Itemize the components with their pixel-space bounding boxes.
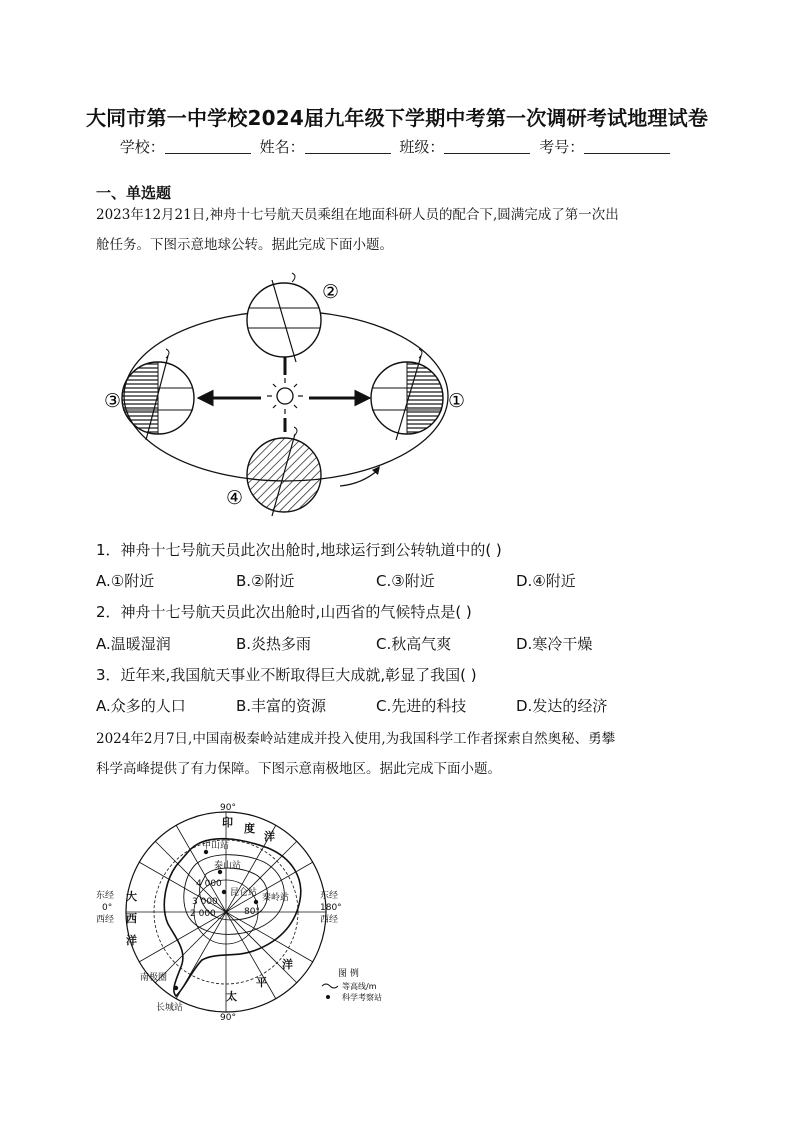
student-info-line [0,136,794,157]
legend-title: 图 例 [338,969,359,979]
label-changcheng-station: 长城站 [156,1003,184,1013]
earth-position-3 [122,349,194,440]
label-qinling-station: 秦岭站 [262,893,290,903]
earth-position-4 [247,427,321,516]
earth-orbit-figure [96,270,476,520]
label-atlantic-2: 西 [126,912,137,925]
label-position-3: ③ [104,390,122,412]
q2-option-b[interactable]: B.炎热多雨 [236,635,312,653]
name-blank[interactable] [305,139,391,154]
sun-icon [267,378,303,414]
label-position-4: ④ [226,487,244,509]
q2-option-c[interactable]: C.秋高气爽 [376,635,452,653]
school-blank[interactable] [165,139,251,154]
q3-option-a[interactable]: A.众多的人口 [96,697,186,715]
page-title: 大同市第一中学校2024届九年级下学期中考第一次调研考试地理试卷 [85,106,709,130]
label-lat-80: 80° [244,907,260,917]
question-3: 3．近年来,我国航天事业不断取得巨大成就,彰显了我国( ) [96,666,477,684]
label-east-lon-left: 东经 [96,891,115,901]
passage-1-line-2: 舱任务。下图示意地球公转。据此完成下面小题。 [96,237,393,253]
label-pacific-3: 洋 [282,958,293,971]
antarctica-map [96,800,396,1022]
label-position-1: ① [448,390,466,412]
class-blank[interactable] [444,139,530,154]
q1-option-d[interactable]: D.④附近 [516,572,576,590]
school-label: 学校： [119,138,165,156]
question-3-options [96,695,716,716]
question-2-options [96,633,716,654]
label-180-deg: 180° [320,903,342,913]
passage-2-line-1: 2024年2月7日,中国南极秦岭站建成并投入使用,为我国科学工作者探索自然奥秘、勇攀 [96,731,616,747]
label-position-2: ② [322,281,340,303]
label-kunlun-station: 昆仑站 [230,888,258,898]
class-label: 班级： [399,138,445,156]
label-contour-4000: 4 000 [196,879,222,889]
label-0-deg: 0° [102,903,113,913]
label-atlantic-3: 洋 [126,934,137,947]
earth-position-1 [371,349,443,440]
passage-2 [96,724,706,784]
label-contour-2000: 2 000 [190,909,216,919]
label-antarctic-circle: 南极圈 [140,973,168,983]
section-heading: 一、单选题 [96,184,172,202]
number-label: 考号： [539,138,585,156]
label-atlantic-1: 大 [126,890,137,903]
legend-station: 科学考察站 [342,993,382,1002]
legend-contour: 等高线/m [342,982,377,991]
number-blank[interactable] [584,139,670,154]
q3-option-d[interactable]: D.发达的经济 [516,697,608,715]
question-1-options [96,570,716,591]
map-legend [322,967,382,1002]
label-west-lon-left: 西经 [96,915,115,925]
label-west-lon-right: 西经 [320,915,339,925]
label-indian-1: 印 [222,816,233,829]
q2-option-d[interactable]: D.寒冷干燥 [516,635,593,653]
q1-option-b[interactable]: B.②附近 [236,572,295,590]
q2-option-a[interactable]: A.温暖湿润 [96,635,171,653]
q1-option-c[interactable]: C.③附近 [376,572,435,590]
label-indian-3: 洋 [264,830,275,843]
earth-position-2 [247,273,321,362]
label-pacific-1: 太 [226,990,237,1003]
passage-2-line-2: 科学高峰提供了有力保障。下图示意南极地区。据此完成下面小题。 [96,761,501,777]
q3-option-c[interactable]: C.先进的科技 [376,697,467,715]
label-contour-3000: 3 000 [192,897,218,907]
label-90-bottom: 90° [220,1013,236,1022]
question-1: 1．神舟十七号航天员此次出舱时,地球运行到公转轨道中的( ) [96,541,502,559]
label-indian-2: 度 [244,822,255,835]
question-2: 2．神舟十七号航天员此次出舱时,山西省的气候特点是( ) [96,603,472,621]
q1-option-a[interactable]: A.①附近 [96,572,155,590]
passage-1-line-1: 2023年12月21日,神舟十七号航天员乘组在地面科研人员的配合下,圆满完成了第一次出 [96,207,619,223]
q3-option-b[interactable]: B.丰富的资源 [236,697,327,715]
label-east-lon-right: 东经 [320,891,339,901]
label-pacific-2: 平 [256,976,267,989]
label-90-top: 90° [220,803,236,813]
label-taishan-station: 泰山站 [214,861,242,871]
name-label: 姓名： [259,138,305,156]
passage-1 [96,200,706,260]
label-zhongshan-station: 中山站 [202,841,230,851]
